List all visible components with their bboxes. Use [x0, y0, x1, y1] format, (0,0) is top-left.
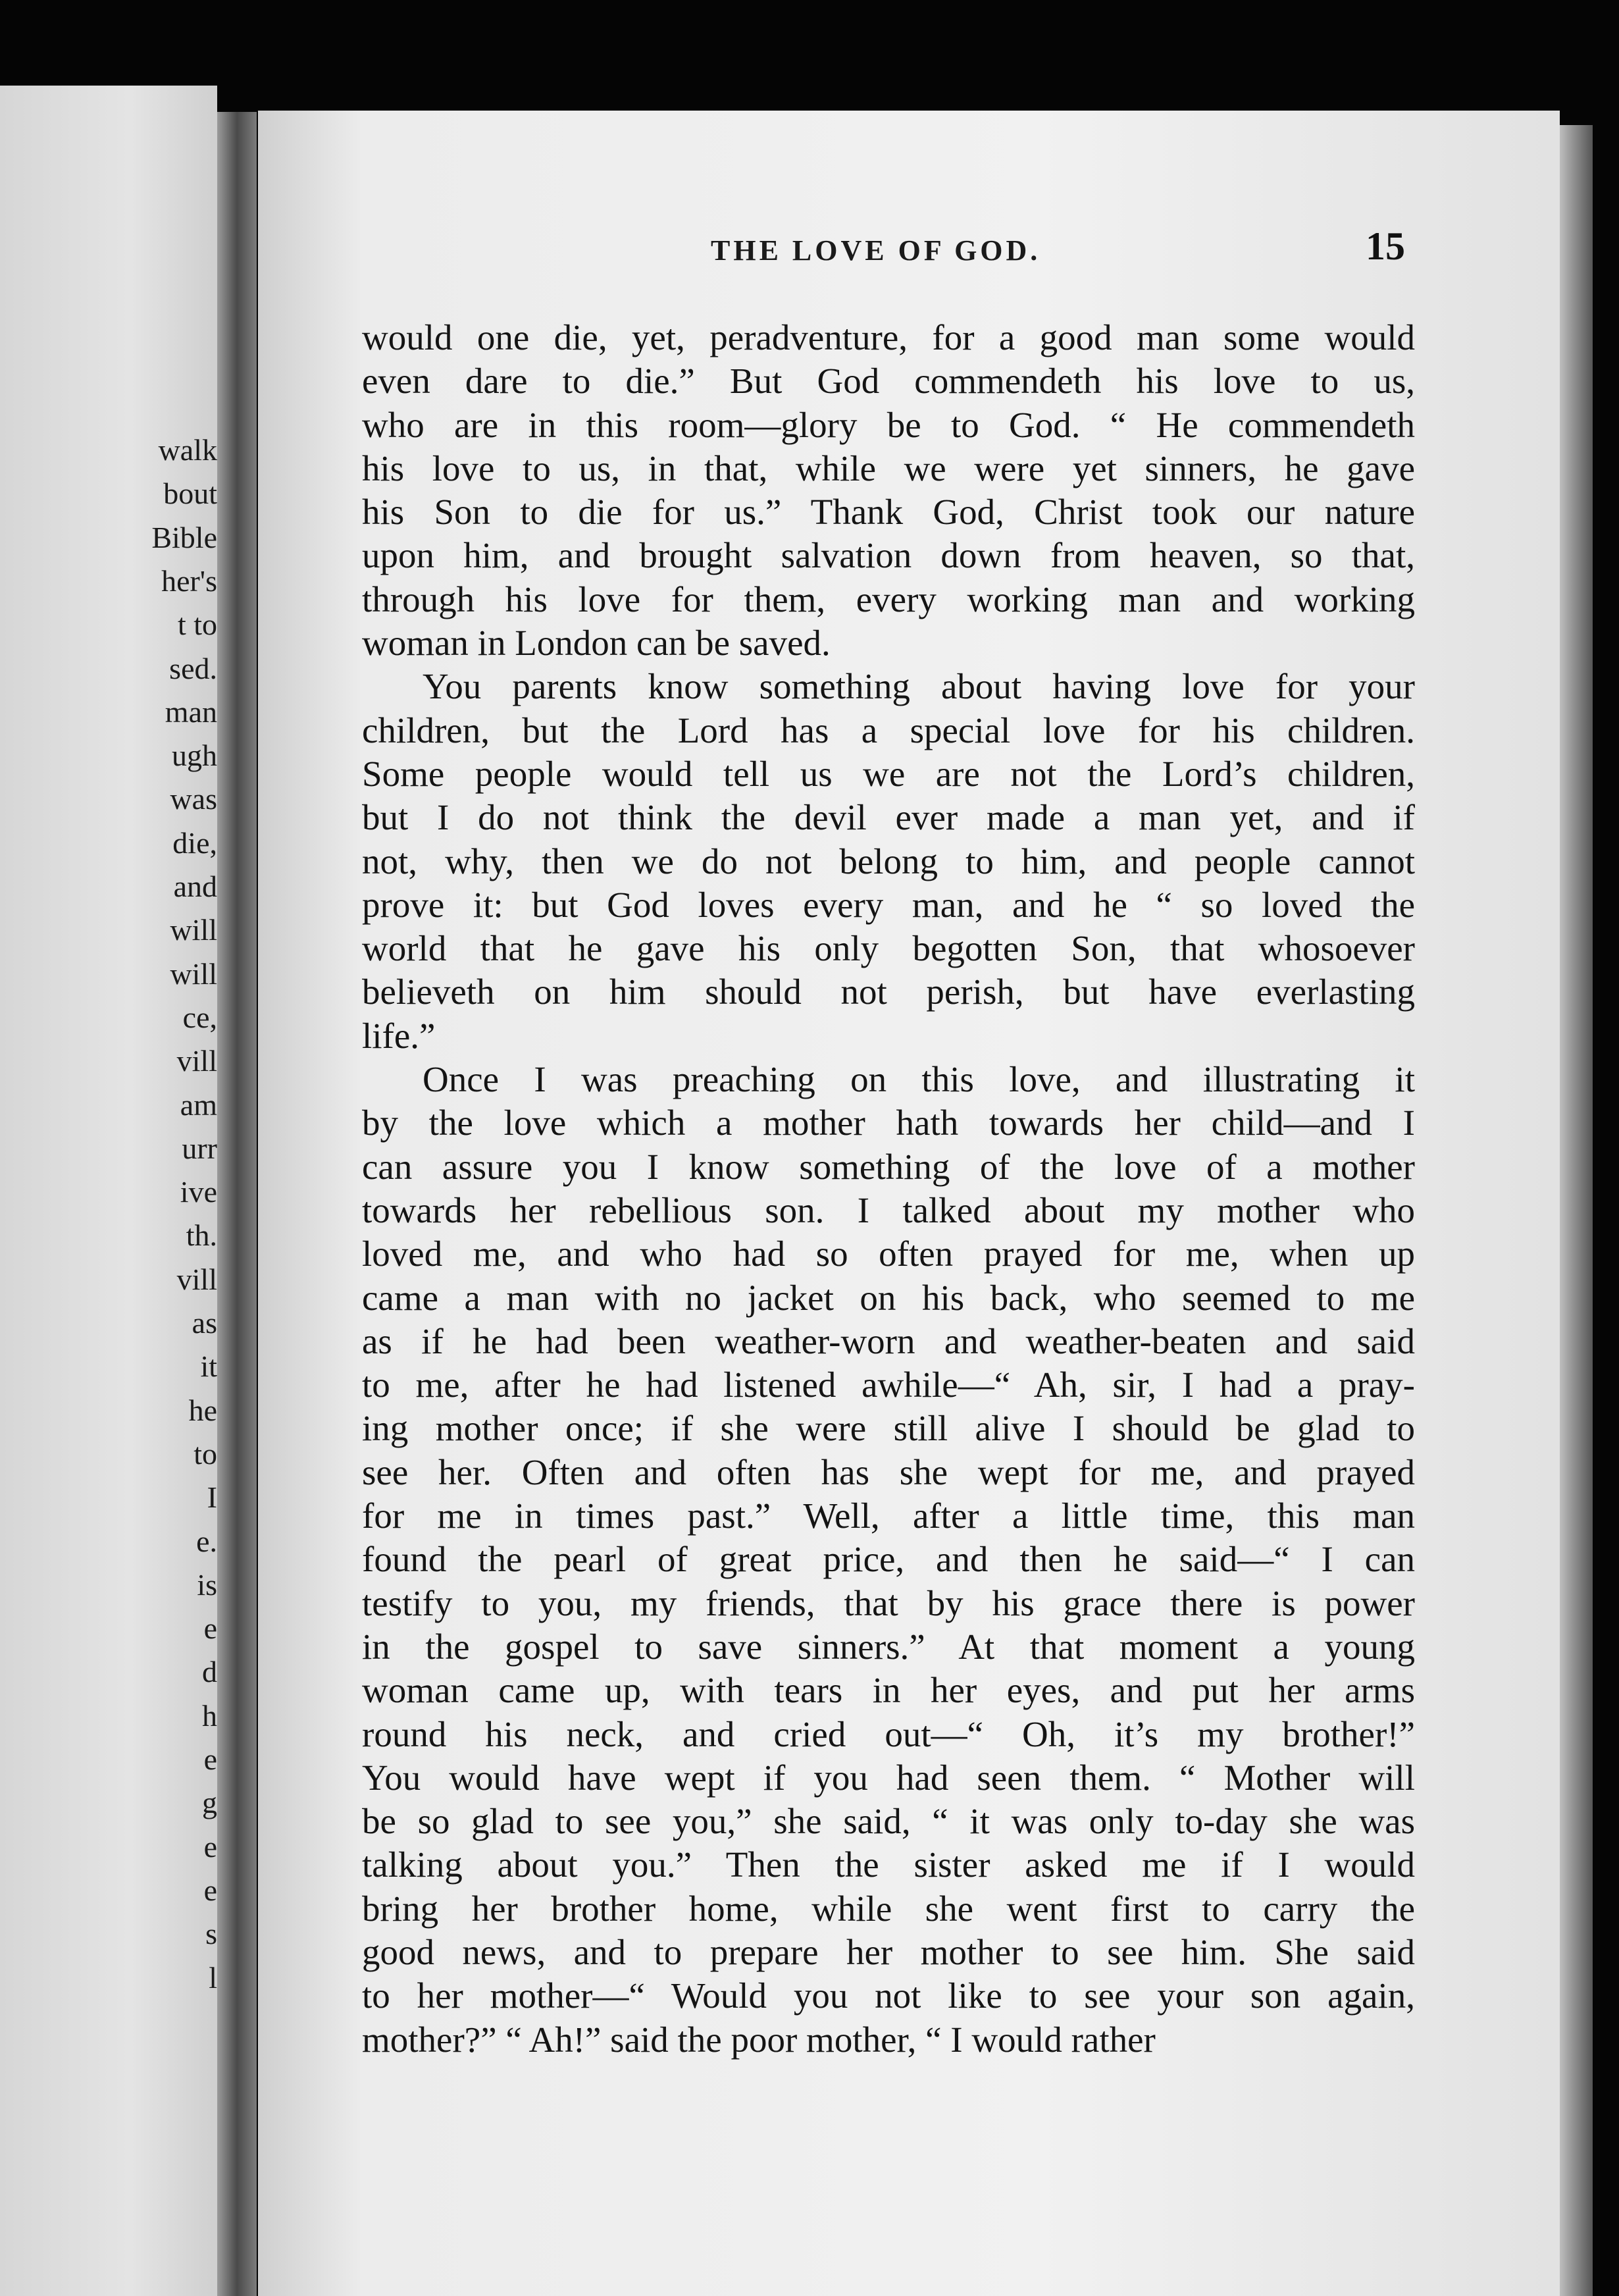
text-line: mother?” “ Ah!” said the poor mother, “ I would rather: [362, 2019, 1156, 2060]
left-edge-fragment: is: [197, 1567, 217, 1602]
left-edge-fragment: t to: [177, 608, 217, 642]
text-line: You parents know something about having love for your: [423, 666, 1415, 707]
left-edge-fragment: and: [173, 870, 217, 903]
left-page: [0, 86, 217, 2296]
left-edge-fragment: ugh: [172, 739, 217, 773]
text-line: Some people would tell us we are not the Lord’s children,: [362, 753, 1415, 794]
text-line: would one die, yet, peradventure, for a good man some would: [362, 317, 1415, 357]
left-edge-fragment: walk: [158, 433, 217, 467]
text-line: his Son to die for us.” Thank God, Christ took our nature: [362, 492, 1415, 533]
text-line: Once I was preaching on this love, and illustrating it: [423, 1059, 1415, 1100]
left-edge-fragment: ce,: [182, 1000, 217, 1034]
text-line: who are in this room—glory be to God. “ He commendeth: [362, 404, 1415, 445]
text-line: children, but the Lord has a special love for his children.: [362, 710, 1415, 750]
page-edge-shadow: [1560, 125, 1593, 2296]
text-line: his love to us, in that, while we were yet sinners, he gave: [362, 448, 1415, 488]
left-edge-fragment: vill: [176, 1262, 217, 1296]
left-edge-fragment: as: [192, 1306, 217, 1340]
left-edge-fragment: it: [200, 1349, 217, 1384]
text-line: world that he gave his only begotten Son, that whosoever: [362, 928, 1415, 969]
left-edge-fragment: e: [203, 1742, 217, 1776]
text-line: found the pearl of great price, and then he said—“ I can: [362, 1539, 1415, 1580]
text-line: You would have wept if you had seen them. “ Mother will: [362, 1757, 1415, 1798]
left-edge-fragment: man: [165, 694, 217, 729]
paragraph: [362, 316, 1415, 665]
text-line: even dare to die.” But God commendeth his love to us,: [362, 361, 1415, 402]
text-line: came a man with no jacket on his back, who seemed to me: [362, 1277, 1415, 1318]
book-gutter: [217, 112, 257, 2296]
text-line: be so glad to see you,” she said, “ it was only to-day she was: [362, 1801, 1415, 1842]
left-edge-fragment: vill: [176, 1044, 217, 1078]
running-head: THE LOVE OF GOD.: [711, 234, 1041, 267]
left-edge-fragment: h: [202, 1698, 217, 1733]
text-line: woman came up, with tears in her eyes, and put her arms: [362, 1670, 1415, 1711]
text-line: see her. Often and often has she wept for me, and prayed: [362, 1451, 1415, 1492]
text-line: to her mother—“ Would you not like to see your son again,: [362, 1975, 1415, 2016]
left-edge-fragment: d: [202, 1655, 217, 1689]
text-line: testify to you, my friends, that by his grace there is power: [362, 1582, 1415, 1623]
left-edge-fragment: Bible: [151, 520, 217, 554]
left-edge-fragment: urr: [182, 1131, 217, 1165]
paragraph: [362, 1058, 1415, 2062]
left-edge-fragment: will: [170, 956, 217, 991]
left-edge-fragment: th.: [186, 1218, 217, 1253]
text-line: loved me, and who had so often prayed for me, when up: [362, 1234, 1415, 1274]
left-edge-fragment: e.: [196, 1524, 217, 1558]
text-line: not, why, then we do not belong to him, and people cannot: [362, 841, 1415, 881]
paragraph: [362, 665, 1415, 1058]
text-line: prove it: but God loves every man, and he “ so loved the: [362, 884, 1415, 925]
left-edge-fragment: will: [170, 913, 217, 947]
left-edge-fragment: he: [188, 1393, 217, 1427]
page-number: 15: [1366, 224, 1405, 268]
text-line: as if he had been weather-worn and weather-beaten and said: [362, 1320, 1415, 1361]
text-line: life.”: [362, 1015, 436, 1056]
left-edge-fragment: die,: [172, 825, 217, 860]
text-line: upon him, and brought salvation down from heaven, so that,: [362, 535, 1415, 576]
left-edge-fragment: am: [180, 1087, 217, 1122]
left-edge-fragment: sed.: [169, 651, 217, 685]
left-edge-fragment: her's: [161, 563, 217, 598]
text-line: by the love which a mother hath towards her child—and I: [362, 1103, 1415, 1143]
text-line: can assure you I know something of the love of a mother: [362, 1146, 1415, 1187]
text-line: ing mother once; if she were still alive I should be glad to: [362, 1408, 1415, 1449]
left-edge-fragment: e: [203, 1873, 217, 1907]
text-line: round his neck, and cried out—“ Oh, it’s my brother!”: [362, 1713, 1415, 1754]
text-line: woman in London can be saved.: [362, 623, 831, 664]
text-line: good news, and to prepare her mother to see him. She said: [362, 1931, 1415, 1972]
left-edge-fragment: ive: [180, 1175, 217, 1209]
text-line: talking about you.” Then the sister asked me if I would: [362, 1844, 1415, 1885]
left-edge-fragment: to: [193, 1436, 217, 1471]
text-line: in the gospel to save sinners.” At that moment a young: [362, 1626, 1415, 1667]
left-edge-fragment: l: [209, 1960, 217, 1995]
left-edge-fragment: e: [203, 1611, 217, 1646]
text-line: bring her brother home, while she went first to carry the: [362, 1888, 1415, 1929]
left-edge-fragment: bout: [163, 477, 217, 511]
left-edge-fragment: e: [203, 1829, 217, 1864]
text-line: to me, after he had listened awhile—“ Ah, sir, I had a pray-: [362, 1365, 1415, 1405]
text-line: believeth on him should not perish, but have everlasting: [362, 972, 1415, 1012]
left-edge-fragment: s: [205, 1917, 217, 1951]
text-line: through his love for them, every working man and working: [362, 579, 1415, 619]
body-text: [362, 316, 1415, 2062]
text-line: for me in times past.” Well, after a little time, this man: [362, 1496, 1415, 1536]
left-edge-fragment: g: [202, 1786, 217, 1820]
left-edge-fragment: was: [170, 782, 217, 816]
left-edge-fragment: I: [207, 1480, 217, 1515]
text-line: towards her rebellious son. I talked about my mother who: [362, 1189, 1415, 1230]
text-line: but I do not think the devil ever made a man yet, and if: [362, 797, 1415, 838]
